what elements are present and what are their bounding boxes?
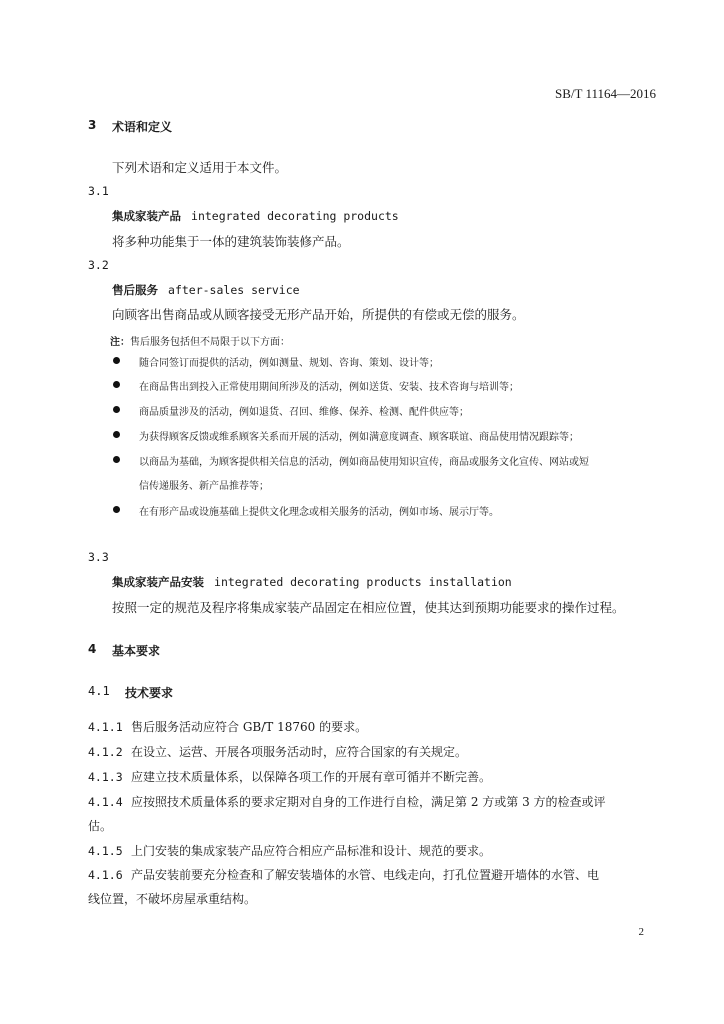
section-4-1-number: 4.1 — [88, 684, 110, 698]
note-text: 售后服务包括但不局限于以下方面： — [130, 337, 290, 348]
note-label: 注： — [110, 337, 130, 348]
clause-number: 4.1.6 — [88, 868, 123, 882]
bullet-item-6: 在有形产品或设施基础上提供文化理念或相关服务的活动，例如市场、展示厅等。 — [139, 507, 499, 518]
bullet-item-5: 以商品为基础，为顾客提供相关信息的活动，例如商品使用知识宣传，商品或服务文化宣传、网站或短 — [139, 457, 589, 468]
page-number: 2 — [638, 926, 644, 938]
clause-number: 4.1.3 — [88, 770, 123, 784]
clause-number: 4.1.4 — [88, 795, 123, 809]
clause-4-1-6 — [88, 866, 599, 883]
bullet-dot — [113, 431, 120, 438]
term-3-2-number: 3.2 — [88, 258, 109, 272]
term-3-1-definition: 将多种功能集于一体的建筑装饰装修产品。 — [112, 234, 350, 249]
term-3-1-title — [112, 208, 399, 224]
term-3-2-en: after-sales service — [168, 283, 300, 297]
bullet-item-3: 商品质量涉及的活动，例如退货、召回、维修、保养、检测、配件供应等； — [139, 407, 469, 418]
clause-text: 应建立技术质量体系，以保障各项工作的开展有章可循并不断完善。 — [131, 770, 492, 784]
clause-text: 应按照技术质量体系的要求定期对自身的工作进行自检，满足第 2 方或第 3 方的检查或评 — [131, 795, 606, 809]
term-3-1-en: integrated decorating products — [191, 209, 399, 223]
bullet-item-2: 在商品售出到投入正常使用期间所涉及的活动，例如送货、安装、技术咨询与培训等； — [139, 382, 519, 393]
bullet-dot — [113, 506, 120, 513]
standard-code: SB/T 11164—2016 — [554, 86, 656, 101]
bullet-dot — [113, 381, 120, 388]
clause-text: 产品安装前要充分检查和了解安装墙体的水管、电线走向，打孔位置避开墙体的水管、电 — [131, 868, 600, 882]
bullet-dot — [113, 406, 120, 413]
term-3-3-title — [112, 574, 512, 590]
bullet-dot — [113, 456, 120, 463]
clause-4-1-2 — [88, 743, 467, 760]
bullet-item-1: 随合同签订而提供的活动，例如测量、规划、咨询、策划、设计等； — [139, 358, 439, 369]
section-3-title: 术语和定义 — [112, 120, 173, 134]
section-4-number: 4 — [88, 642, 97, 656]
term-3-1-number: 3.1 — [88, 184, 109, 198]
section-3-intro: 下列术语和定义适用于本文件。 — [112, 160, 288, 175]
clause-text: 在设立、运营、开展各项服务活动时，应符合国家的有关规定。 — [131, 745, 468, 759]
term-3-2-zh: 售后服务 — [112, 283, 158, 297]
section-3-number: 3 — [88, 118, 97, 132]
clause-4-1-3 — [88, 768, 491, 785]
term-3-3-definition: 按照一定的规范及程序将集成家装产品固定在相应位置，使其达到预期功能要求的操作过程。 — [112, 600, 625, 615]
clause-4-1-5 — [88, 842, 491, 859]
term-3-3-number: 3.3 — [88, 550, 109, 564]
section-4-title: 基本要求 — [112, 644, 161, 658]
clause-number: 4.1.1 — [88, 720, 123, 734]
clause-text: 上门安装的集成家装产品应符合相应产品标准和设计、规范的要求。 — [131, 844, 492, 858]
term-3-3-en: integrated decorating products installation — [214, 575, 512, 589]
term-3-3-zh: 集成家装产品安装 — [112, 575, 204, 589]
term-3-2-title — [112, 282, 300, 298]
term-3-2-definition: 向顾客出售商品或从顾客接受无形产品开始，所提供的有偿或无偿的服务。 — [112, 307, 525, 322]
term-3-2-note — [110, 333, 290, 348]
clause-4-1-1 — [88, 718, 367, 735]
clause-4-1-4 — [88, 793, 606, 810]
clause-4-1-6-cont: 线位置，不破坏房屋承重结构。 — [88, 892, 257, 906]
clause-number: 4.1.5 — [88, 844, 123, 858]
clause-4-1-4-cont: 估。 — [88, 819, 113, 833]
section-4-1-title: 技术要求 — [125, 686, 174, 700]
term-3-1-zh: 集成家装产品 — [112, 209, 181, 223]
bullet-item-4: 为获得顾客反馈或维系顾客关系而开展的活动，例如满意度调查、顾客联谊、商品使用情况跟踪等； — [139, 432, 579, 443]
clause-number: 4.1.2 — [88, 745, 123, 759]
clause-text: 售后服务活动应符合 GB/T 18760 的要求。 — [131, 720, 368, 734]
bullet-dot — [113, 357, 120, 364]
bullet-item-5-cont: 信传递服务、新产品推荐等； — [139, 481, 269, 492]
